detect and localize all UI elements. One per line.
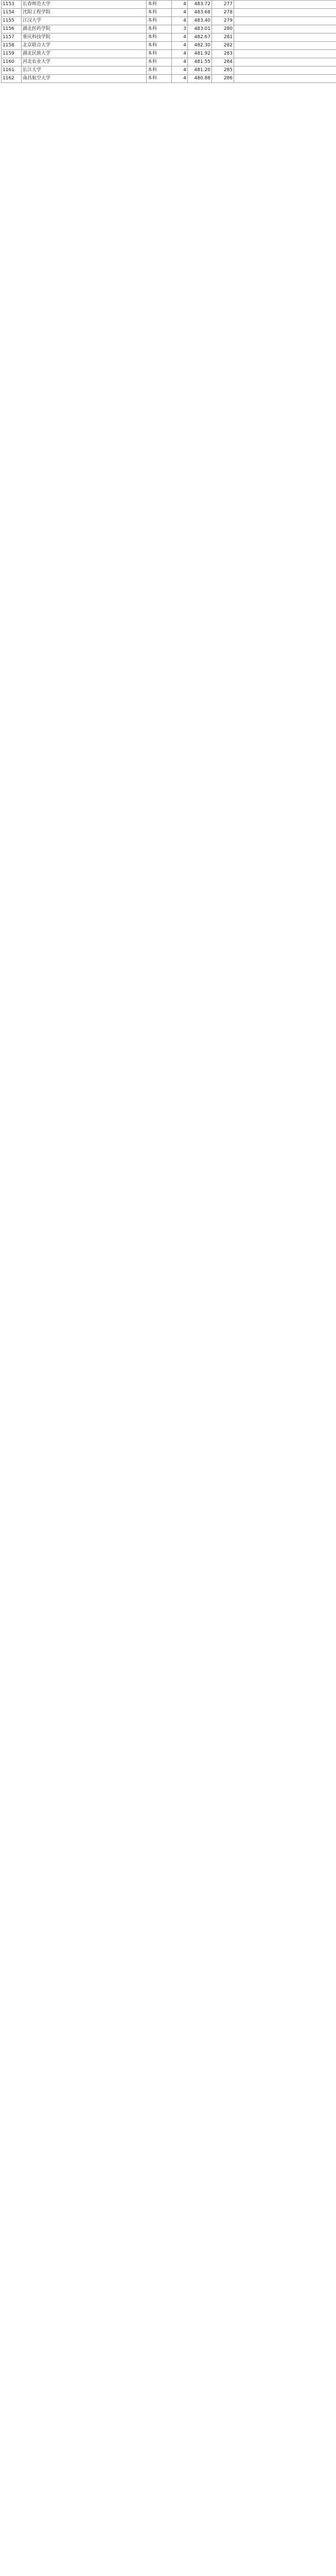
table-row	[2, 75, 336, 83]
level-cell: 本科	[147, 58, 172, 66]
watermark-stamp	[175, 1033, 278, 1105]
rank-cell: 278	[212, 9, 234, 17]
score-cell: 480.88	[188, 75, 212, 83]
rank-cell: 286	[212, 75, 234, 83]
count-cell: 4	[172, 33, 188, 42]
level-cell: 本科	[147, 75, 172, 83]
watermark-stamp	[175, 446, 278, 517]
watermark-stamp	[175, 838, 278, 909]
row-number-cell: 1154	[2, 9, 22, 17]
watermark-stamp	[175, 250, 278, 321]
level-cell: 本科	[147, 66, 172, 75]
row-number-cell: 1158	[2, 42, 22, 50]
table-row	[2, 17, 336, 25]
rank-cell: 277	[212, 1, 234, 9]
rank-cell: 281	[212, 33, 234, 42]
score-cell: 483.40	[188, 17, 212, 25]
rank-cell: 280	[212, 25, 234, 33]
row-number-cell: 1159	[2, 50, 22, 58]
empty-cell	[234, 9, 336, 17]
table-row	[2, 50, 336, 58]
watermark-stamp	[175, 1621, 278, 1692]
watermark-stamp	[175, 1229, 278, 1300]
row-number-cell: 1156	[2, 25, 22, 33]
empty-cell	[234, 75, 336, 83]
score-cell: 483.68	[188, 9, 212, 17]
school-name-cell: 南昌航空大学	[22, 75, 147, 83]
admission-score-table	[1, 0, 336, 83]
rank-cell: 282	[212, 42, 234, 50]
score-cell: 481.20	[188, 66, 212, 75]
school-name-cell: 江汉大学	[22, 17, 147, 25]
row-number-cell: 1153	[2, 1, 22, 9]
empty-cell	[234, 66, 336, 75]
rank-cell: 284	[212, 58, 234, 66]
table-row	[2, 1, 336, 9]
count-cell: 3	[172, 25, 188, 33]
count-cell: 4	[172, 1, 188, 9]
watermark-stamp	[175, 2404, 278, 2475]
table-body	[2, 1, 336, 83]
level-cell: 本科	[147, 42, 172, 50]
table-row	[2, 9, 336, 17]
table-row	[2, 58, 336, 66]
count-cell: 4	[172, 75, 188, 83]
level-cell: 本科	[147, 25, 172, 33]
table-row	[2, 66, 336, 75]
school-name-cell: 湖北医药学院	[22, 25, 147, 33]
empty-cell	[234, 50, 336, 58]
score-cell: 481.55	[188, 58, 212, 66]
watermark-stamp	[175, 642, 278, 713]
level-cell: 本科	[147, 33, 172, 42]
empty-cell	[234, 33, 336, 42]
score-cell: 483.01	[188, 25, 212, 33]
rank-cell: 279	[212, 17, 234, 25]
school-name-cell: 长江大学	[22, 66, 147, 75]
watermark-stamp	[175, 2012, 278, 2083]
count-cell: 4	[172, 9, 188, 17]
table-row	[2, 42, 336, 50]
level-cell: 本科	[147, 50, 172, 58]
row-number-cell: 1162	[2, 75, 22, 83]
rank-cell: 285	[212, 66, 234, 75]
empty-cell	[234, 42, 336, 50]
school-name-cell: 长春师范大学	[22, 1, 147, 9]
count-cell: 4	[172, 66, 188, 75]
empty-cell	[234, 25, 336, 33]
count-cell: 4	[172, 42, 188, 50]
school-name-cell: 重庆科技学院	[22, 33, 147, 42]
school-name-cell: 河北农业大学	[22, 58, 147, 66]
empty-cell	[234, 17, 336, 25]
level-cell: 本科	[147, 9, 172, 17]
empty-cell	[234, 1, 336, 9]
level-cell: 本科	[147, 17, 172, 25]
row-number-cell: 1157	[2, 33, 22, 42]
school-name-cell: 湖北民族大学	[22, 50, 147, 58]
rank-cell: 283	[212, 50, 234, 58]
watermark-stamp	[175, 2208, 278, 2279]
level-cell: 本科	[147, 1, 172, 9]
count-cell: 4	[172, 50, 188, 58]
school-name-cell: 北京联合大学	[22, 42, 147, 50]
watermark-stamp	[175, 1817, 278, 1888]
score-cell: 483.72	[188, 1, 212, 9]
watermark-stamp	[175, 1425, 278, 1496]
count-cell: 4	[172, 17, 188, 25]
table-row	[2, 33, 336, 42]
score-cell: 482.30	[188, 42, 212, 50]
row-number-cell: 1161	[2, 66, 22, 75]
empty-cell	[234, 58, 336, 66]
table-row	[2, 25, 336, 33]
count-cell: 4	[172, 58, 188, 66]
score-cell: 481.92	[188, 50, 212, 58]
row-number-cell: 1155	[2, 17, 22, 25]
score-cell: 482.67	[188, 33, 212, 42]
school-name-cell: 沈阳工程学院	[22, 9, 147, 17]
row-number-cell: 1160	[2, 58, 22, 66]
